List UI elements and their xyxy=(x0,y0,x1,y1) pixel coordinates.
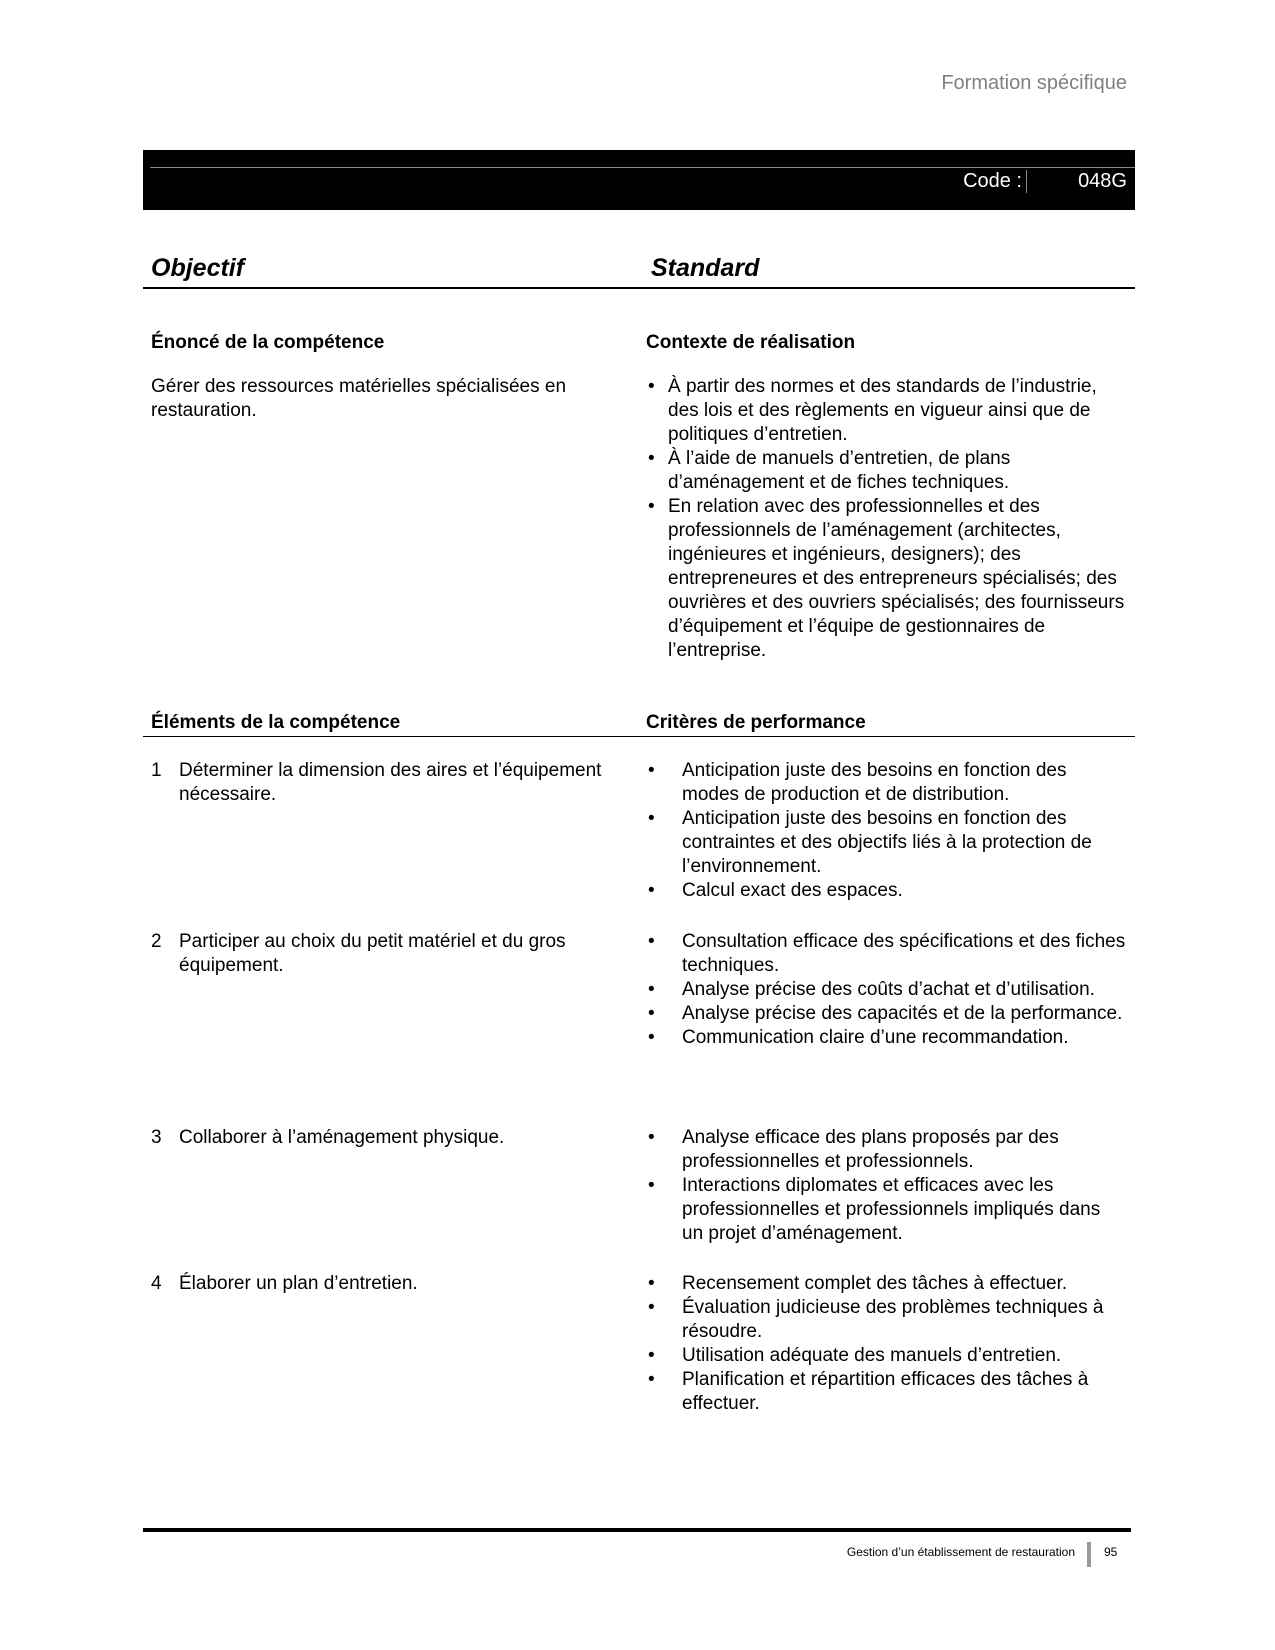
criterion-item: • Utilisation adéquate des manuels d’entretien. xyxy=(646,1344,1126,1368)
code-label: Code : xyxy=(963,170,1027,193)
element-number: 4 xyxy=(151,1273,162,1294)
standard-heading: Standard xyxy=(651,254,760,282)
criterion-item: • Planification et répartition efficaces des tâches à effectuer. xyxy=(646,1368,1126,1416)
running-header: Formation spécifique xyxy=(941,72,1127,94)
criterion-item: • Interactions diplomates et efficaces avec les professionnelles et professionnels impliqués dans un projet d’aménagement. xyxy=(646,1174,1126,1246)
criterion-item: • Analyse précise des capacités et de la performance. xyxy=(646,1002,1126,1026)
footer-separator xyxy=(1087,1542,1091,1567)
criterion-item: • Anticipation juste des besoins en fonction des contraintes et des objectifs liés à la protection de l’environnement. xyxy=(646,807,1126,879)
objectif-heading: Objectif xyxy=(151,254,245,282)
criteria-list xyxy=(646,1126,1126,1246)
element-number: 3 xyxy=(151,1127,162,1148)
competence-section xyxy=(151,331,621,423)
criteria-list xyxy=(646,759,1126,903)
contexte-section xyxy=(646,331,1136,663)
contexte-heading: Contexte de réalisation xyxy=(646,332,856,353)
element-number: 1 xyxy=(151,760,162,781)
heading-rule xyxy=(143,287,1135,289)
elements-heading: Éléments de la compétence xyxy=(151,712,401,733)
criteria-list xyxy=(646,930,1126,1050)
element-item xyxy=(151,930,621,978)
list-item: • À partir des normes et des standards de l’industrie, des lois et des règlements en vigueur ainsi que de politiques d’entretien. xyxy=(646,375,1126,447)
criterion-item: • Calcul exact des espaces. xyxy=(646,879,1126,903)
criterion-item: • Évaluation judicieuse des problèmes techniques à résoudre. xyxy=(646,1296,1126,1344)
footer-title: Gestion d’un établissement de restauration xyxy=(846,1545,1075,1559)
criteria-list xyxy=(646,1272,1126,1416)
element-text: Élaborer un plan d’entretien. xyxy=(179,1273,418,1294)
criterion-item: • Communication claire d’une recommandation. xyxy=(646,1026,1126,1050)
criteres-heading: Critères de performance xyxy=(646,712,866,733)
section-rule xyxy=(143,736,1135,737)
element-number: 2 xyxy=(151,931,162,952)
code-bar xyxy=(143,150,1135,210)
criterion-item: • Analyse précise des coûts d’achat et d’utilisation. xyxy=(646,978,1126,1002)
element-text: Déterminer la dimension des aires et l’équipement nécessaire. xyxy=(179,760,602,805)
criterion-item: • Anticipation juste des besoins en fonction des modes de production et de distribution. xyxy=(646,759,1126,807)
element-text: Participer au choix du petit matériel et du gros équipement. xyxy=(179,931,566,976)
element-item xyxy=(151,1126,621,1150)
competence-heading: Énoncé de la compétence xyxy=(151,332,385,353)
criterion-item: • Recensement complet des tâches à effectuer. xyxy=(646,1272,1126,1296)
contexte-list xyxy=(646,375,1126,663)
criterion-item: • Analyse efficace des plans proposés par des professionnelles et professionnels. xyxy=(646,1126,1126,1174)
competence-text: Gérer des ressources matérielles spécialisées en restauration. xyxy=(151,376,567,421)
list-item: • En relation avec des professionnelles et des professionnels de l’aménagement (architectes, ingénieures et ingénieurs, designers); des entrepreneures et des entrepreneurs spécialisés; des ouvrières et des ouvriers spécialisés; des fournisseurs d’équipement et l’équipe de gestionnaires de l’entreprise. xyxy=(646,495,1126,663)
element-item xyxy=(151,1272,621,1296)
criterion-item: • Consultation efficace des spécifications et des fiches techniques. xyxy=(646,930,1126,978)
code-value: 048G xyxy=(1078,170,1127,192)
footer-rule xyxy=(143,1528,1131,1532)
bar-divider xyxy=(150,167,1135,168)
element-text: Collaborer à l’aménagement physique. xyxy=(179,1127,505,1148)
list-item: • À l’aide de manuels d’entretien, de plans d’aménagement et de fiches techniques. xyxy=(646,447,1126,495)
element-item xyxy=(151,759,621,807)
page-number: 95 xyxy=(1104,1545,1118,1559)
